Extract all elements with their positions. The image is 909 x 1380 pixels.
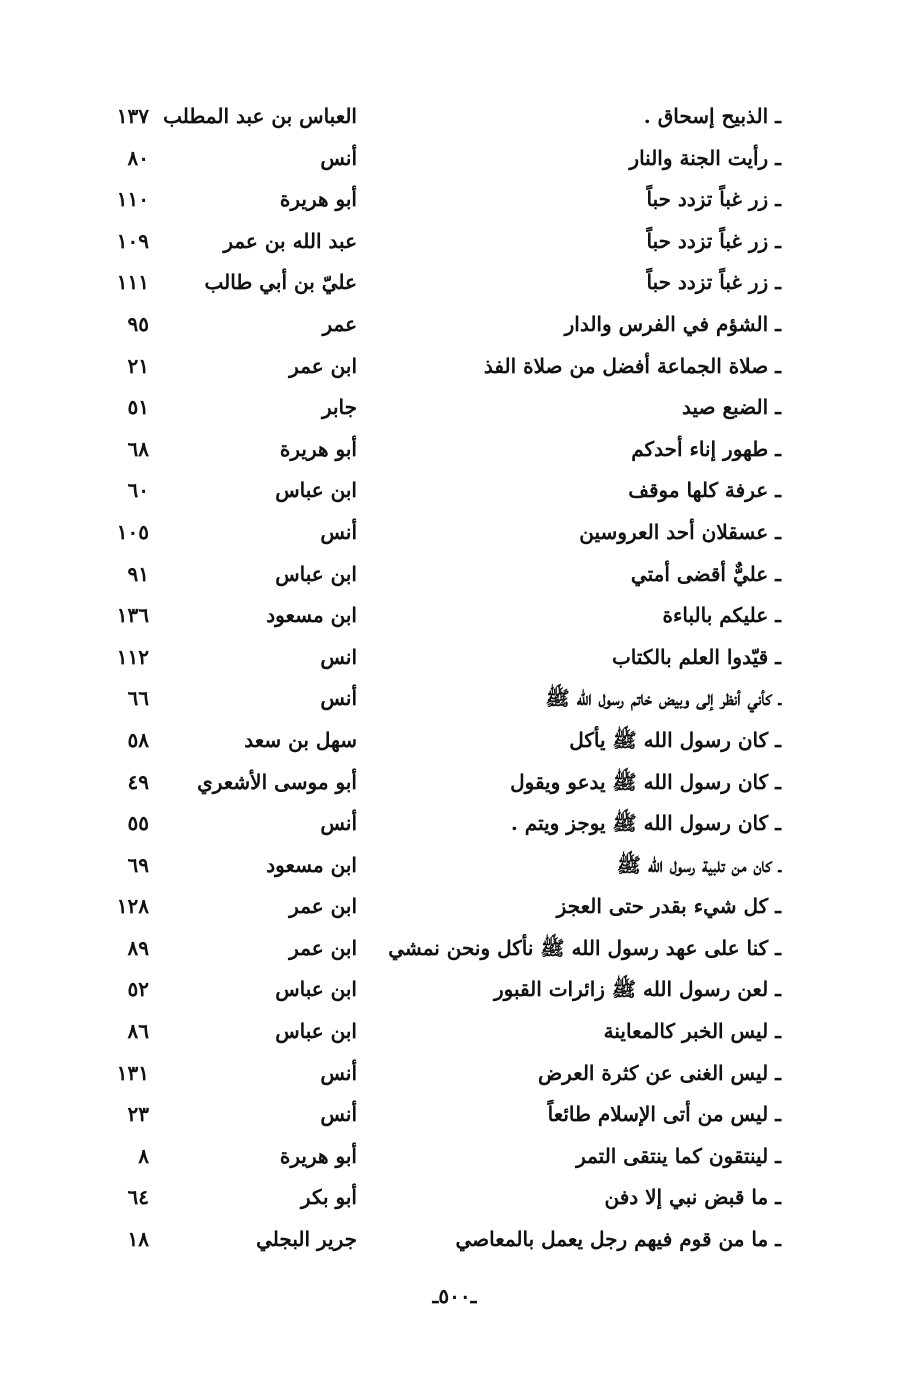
hadith-text: ـ كان من تلبية رسول الله ﷺ [616,852,781,877]
page-reference: ٦٨ [127,436,149,461]
page-reference: ٦٤ [127,1185,149,1210]
hadith-text: ـ عرفة كلها موقف [628,478,781,503]
narrator-name: سهل بن سعد [244,727,357,752]
narrator-name: أنس [320,1060,357,1085]
narrator-name: العباس بن عبد المطلب [163,104,357,128]
hadith-text: ـ زر غباً تزدد حباً [646,270,781,295]
index-row [0,1136,909,1178]
narrator-name: ابن عمر [289,353,357,378]
index-row [0,969,909,1011]
hadith-index-list [0,96,909,1261]
narrator-name: عبد الله بن عمر [223,228,357,253]
page-reference: ١١٢ [116,644,149,669]
index-row [0,1177,909,1219]
index-row [0,1219,909,1261]
hadith-text: ـ زر غباً تزدد حباً [646,187,781,212]
index-row [0,1011,909,1053]
page-reference: ٦٩ [127,852,149,877]
narrator-name: انس [320,644,357,669]
narrator-name: ابن عباس [275,977,357,1002]
narrator-name: أنس [320,145,357,170]
narrator-name: أبو هريرة [279,187,357,212]
hadith-text: ـ الضبع صيد [682,395,781,420]
page-reference: ١٣٦ [116,603,149,628]
hadith-text: ـ رأيت الجنة والنار [629,145,781,170]
index-row [0,720,909,762]
index-row [0,262,909,304]
hadith-text: ـ طهور إناء أحدكم [631,436,781,461]
index-row [0,179,909,221]
narrator-name: أبو موسى الأشعري [197,769,357,794]
hadith-text: ـ لعن رسول الله ﷺ زائرات القبور [493,977,781,1002]
index-row [0,387,909,429]
index-row [0,678,909,720]
narrator-name: أبو هريرة [279,1143,357,1168]
narrator-name: أنس [320,686,357,711]
hadith-text: ـ كان رسول الله ﷺ يدعو ويقول [510,769,781,794]
narrator-name: ابن عمر [289,935,357,960]
hadith-text: ـ صلاة الجماعة أفضل من صلاة الفذ [483,353,781,378]
hadith-text: ـ ليس من أتى الإسلام طائعاً [547,1102,781,1127]
hadith-text: ـ كنا على عهد رسول الله ﷺ نأكل ونحن نمشي [388,935,781,960]
hadith-text: ـ قيّدوا العلم بالكتاب [611,644,781,669]
hadith-text: ـ ليس الغنى عن كثرة العرض [537,1060,781,1085]
index-row [0,1094,909,1136]
index-row [0,803,909,845]
hadith-text: ـ زر غباً تزدد حباً [646,228,781,253]
page-reference: ٨٦ [127,1019,149,1044]
page-reference: ٨٩ [127,935,149,960]
page-reference: ١١١ [116,270,149,295]
page-reference: ٥٥ [127,811,149,836]
index-row [0,304,909,346]
narrator-name: عمر [322,311,357,336]
index-row [0,429,909,471]
page-reference: ١١٠ [116,187,149,212]
hadith-text: ـ كل شيء بقدر حتى العجز [556,894,781,919]
hadith-text: ـ عسقلان أحد العروسين [579,519,781,544]
page-reference: ٤٩ [127,769,149,794]
index-row [0,928,909,970]
page-reference: ٩١ [127,561,149,586]
narrator-name: ابن عمر [289,894,357,919]
page-reference: ٥١ [127,395,149,420]
narrator-name: أبو بكر [300,1185,357,1210]
page-reference: ٩٥ [127,311,149,336]
index-row [0,595,909,637]
narrator-name: ابن عباس [275,478,357,503]
page-number: ـ٥٠٠ـ [432,1284,477,1308]
index-row [0,637,909,679]
page-reference: ٢١ [127,353,149,378]
index-row [0,138,909,180]
narrator-name: جابر [321,395,357,420]
index-row [0,96,909,138]
page-reference: ١٠٩ [116,228,149,253]
index-row [0,512,909,554]
page-reference: ١٣١ [116,1060,149,1085]
hadith-text: ـ ما من قوم فيهم رجل يعمل بالمعاصي [455,1227,781,1252]
index-row [0,845,909,887]
page-reference: ١٣٧ [116,104,149,128]
hadith-text: ـ عليٌّ أقضى أمتي [630,561,781,586]
page-reference: ٦٠ [127,478,149,503]
hadith-text: ـ عليكم بالباءة [662,603,781,628]
hadith-text: ـ كان رسول الله ﷺ يوجز ويتم . [510,811,781,836]
page-reference: ٦٦ [127,686,149,711]
page-reference: ١٠٥ [116,519,149,544]
index-row [0,1053,909,1095]
page-reference: ٨٠ [127,145,149,170]
index-row [0,221,909,263]
page-reference: ٢٣ [127,1102,149,1127]
hadith-text: ـ لينتقون كما ينتقى التمر [576,1143,781,1168]
index-row [0,762,909,804]
hadith-text: ـ الشؤم في الفرس والدار [564,311,781,336]
page-reference: ٥٨ [127,727,149,752]
index-row [0,886,909,928]
narrator-name: جرير البجلي [256,1227,357,1252]
page-reference: ١٢٨ [116,894,149,919]
index-row [0,470,909,512]
narrator-name: ابن عباس [275,1019,357,1044]
index-row [0,346,909,388]
hadith-text: ـ كأني أنظر إلى وبيض خاتم رسول الله ﷺ [545,686,781,711]
narrator-name: عليّ بن أبي طالب [204,270,357,295]
narrator-name: أنس [320,811,357,836]
narrator-name: ابن مسعود [266,852,357,877]
hadith-text: ـ الذبيح إسحاق . [643,104,781,128]
page-reference: ١٨ [127,1227,149,1252]
narrator-name: أنس [320,519,357,544]
hadith-text: ـ ما قبض نبي إلا دفن [604,1185,781,1210]
page-reference: ٥٢ [127,977,149,1002]
index-row [0,554,909,596]
hadith-text: ـ ليس الخبر كالمعاينة [603,1019,781,1044]
hadith-text: ـ كان رسول الله ﷺ يأكل [569,727,781,752]
narrator-name: ابن عباس [275,561,357,586]
narrator-name: أبو هريرة [279,436,357,461]
narrator-name: ابن مسعود [266,603,357,628]
narrator-name: أنس [320,1102,357,1127]
page-reference: ٨ [138,1143,149,1168]
